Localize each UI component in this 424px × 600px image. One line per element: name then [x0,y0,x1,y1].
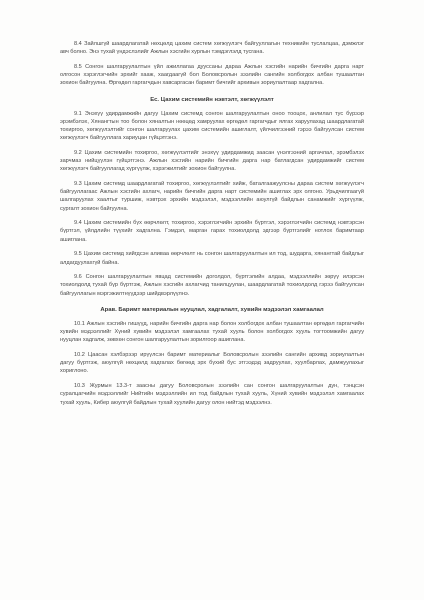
paragraph-10-1: 10.1 Ажлын хэсгийн гишүүд, нарийн бичгийн дарга нар болон холбогдох албан тушаалтан өргөдөл гаргагчийн хувийн мэдээллийг Хүний хувийн мэдээлэл хамгаалах тухай хууль болон холбогдох хууль тогтоомжийн дагуу нууцлан хадгалж, зөвхөн сонгон шалгаруулалтын зорилгоор ашиглана. [60,320,364,344]
paragraph-9-2: 9.2 Цахим системийн тохиргоо, хөгжүүлэлтийг энэхүү удирдамжид заасан үнэлгээний аргачлал, эрэмбэлэх зарчмаз нийцүүлэн гүйцэтгэнэ. Ажлын хэсгийн нарийн бичгийн дарга нар батлагдсан удирдамжийг систем хөгжүүлэгч байгууллагад хүргүүлж, хэрэгжилтийг зохион байгуулна. [60,149,364,173]
section-10-heading: Арав. Баримт материалын нууцлал, хадгалалт, хувийн мэдээлэл хамгаалал [100,306,324,313]
paragraph-9-6: 9.6 Сонгон шалгаруулалтын явцад системийн доголдол, бүртгэлийн алдаа, мэдээллийн зөрүү илэрсэн тохиолдолд тухай бүр бүртгэж, Ажлын хэсгийн ахлагчид танилцуулан, шаардлагатай тохиолдолд гэрээ байгуулсан байгууллагын мэргэжилтнүүдээр шийдвэрлүүлнэ. [60,274,364,297]
paragraph-10-2: 10.2 Цаасан хэлбэрээр ирүүлсэн баримт материалыг Боловсролын зээлийн сангийн архивд зориулалтын дагуу бүртгэж, аюулгүй нөхцөлд хадгалах бөгөөд эрх бүхий бус этгээдэд задруулах, хуулбарлах, дамжуулахыг хориглоно. [60,351,364,375]
paragraph-8-4: 8.4 Зайлшгүй шаардлагатай нөхцөлд цахим систем хөгжүүлэгч байгууллагын техникийн туслалцаа, дэмжлэг авч болно. Энэ тухай үндэслэлийг Ажлын хэсгийн хурлын тэмдэглэлд тусгана. [60,41,364,56]
section-9-heading: Ес. Цахим системийн нэвтэлт, хөгжүүлэлт [150,96,274,103]
paragraph-10-3: 10.3 Журмын 13.3-т заасны дагуу Боловсролын зээлийн сан сонгон шалгаруулалтын дүн, тэнцсэн суралцагчийн мэдээллийг Нийтийн мэдээллийн ил тод байдлын тухай хууль, Хүний хувийн мэдээлэл хамгаалах тухай хууль, Кибер аюулгүй байдлын тухай хуулийн дагуу олон нийтэд мэдээлнэ. [60,383,364,406]
paragraph-9-4: 9.4 Цахим системийн бүх өөрчлөлт, тохиргоо, хэрэглэгчийн эрхийн бүртгэл, хэрэглэгчийн системд нэвтэрсэн бүртгэл, үйлдлийн түүхийг хадгална. Гэмдэл, марган гарах тохиолдолд эдгээр бүртгэлийг нотлох баримтаар ашиглана. [60,220,364,243]
paragraph-8-5: 8.5 Сонгон шалгаруулалтын үйл ажиллагаа дууссаны дараа Ажлын хэсгийн нарийн бичгийн дарга нарт олгосон хэрэглэгчийн эрхийг хааж, хаагдаагүй бол Боловсролын зээлийн сангийн холбогдох албан тушаалтан зохион байгуулна. Өргөдөл гаргагчдын хавсаргасан баримт бичгийг архивын зориулалтаар хадгална. [60,63,364,87]
paragraph-9-5: 9.5 Цахим системд хийгдсэн аливаа өөрчлөлт нь сонгон шалгаруулалтын ил тод, шударга, хянангтай байдлыг алдагдуулахгүй байна. [60,251,364,266]
paragraph-9-3: 9.3 Цахим системд шаардлагатай тохиргоо, хөгжүүлэлтийг хийж, баталгаажуулсны дараа систем хөгжүүлэгч байгууллагаас Ажлын хэсгийн ахлагч, нарийн бичгийн дарга нарт системийн ашиглах эрх олгоно. Урьдчилгаагүй шалгаруулах хаалтыг туршиж, нэвтрэх эрхийн мэдээлэл, мэдээллийн аюулгүй байдлын санамжийг хүргүүлж, сургалт зохион байгуулна. [60,180,364,212]
paragraph-9-1: 9.1 Энэхүү удирдамжийн дагуу Цахим системд сонгон шалгаруулалтын оноо тооцох, анлилал тус бүрээр эрэмбэлэх, Хянангтын тоо болон хяналтын нөөцөд хамруулах өргөдөл гаргагчдыг ялгах харуулахад шаардлагатай тохиргоо, хөгжүүлэлтийг сонгон шалгаруулах цахим системийн ашиглалт, үйлчилгээний гэрээ байгуулсан систем хөгжүүлэгч байгууллага хариуцан гүйцэтгэнэ. [60,110,364,142]
